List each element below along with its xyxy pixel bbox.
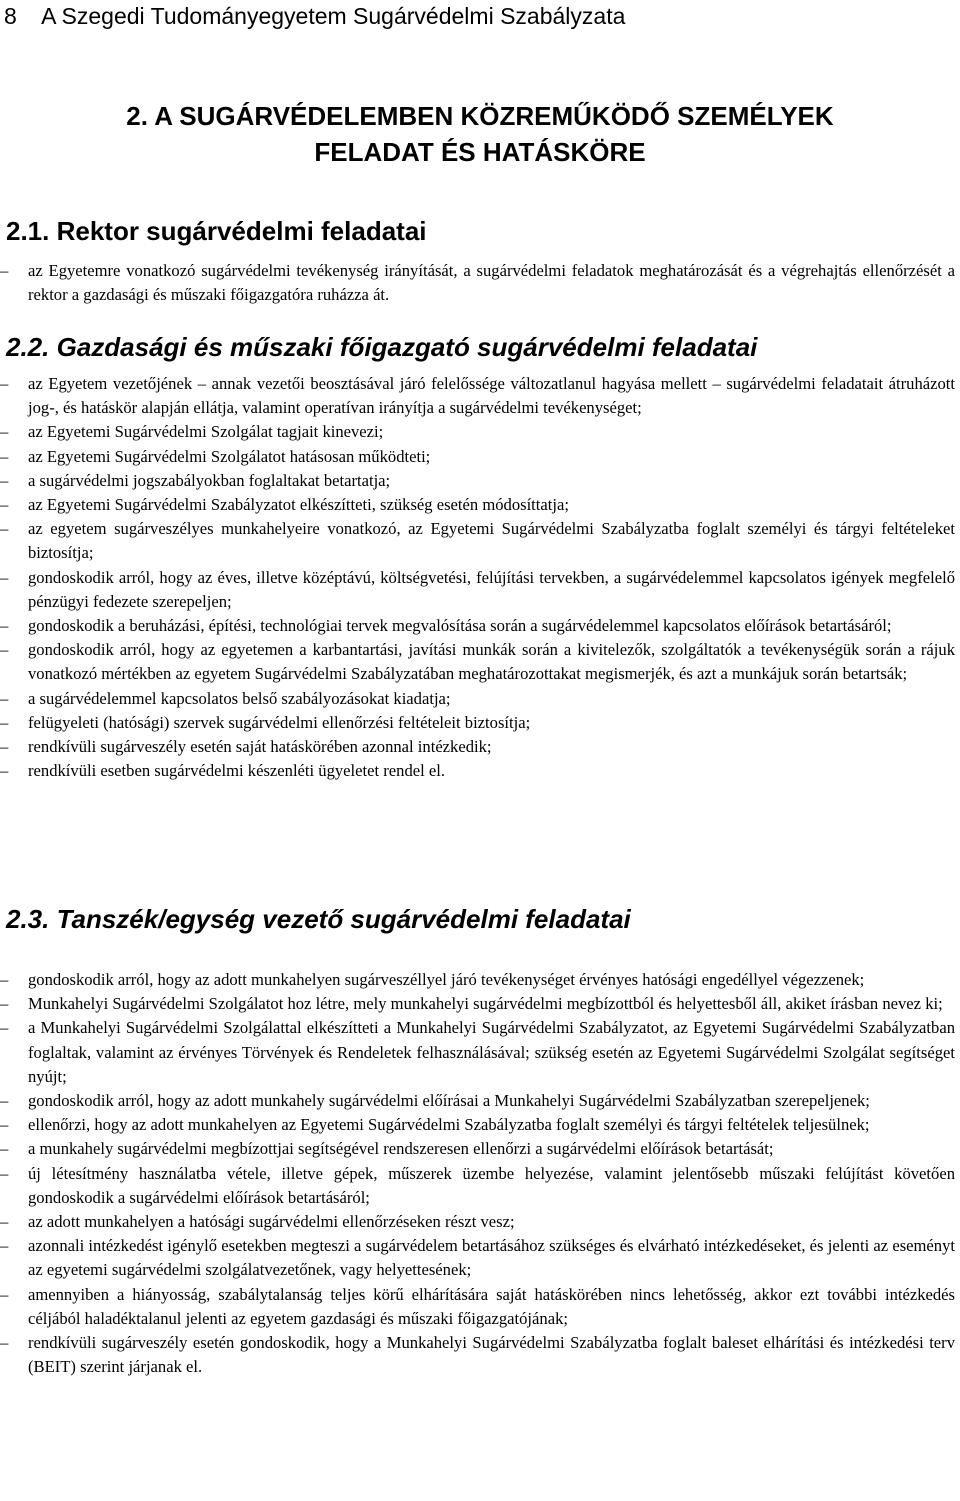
dash-bullet: – — [0, 495, 9, 515]
list-item: – gondoskodik arról, hogy az adott munkahely sugárvédelmi előírásai a Munkahelyi Sugárvédelmi Szabályzatban szerepeljenek; — [0, 1089, 955, 1113]
dash-bullet: – — [0, 1115, 9, 1135]
list-item: – az egyetem sugárveszélyes munkahelyeire vonatkozó, az Egyetemi Sugárvédelmi Szabályzatba foglalt személyi és tárgyi feltételeket biztosítja; — [0, 519, 955, 563]
list-item: – gondoskodik arról, hogy az éves, illetve középtávú, költségvetési, felújítási tervekben, a sugárvédelemmel kapcsolatos igények megfelelő pénzügyi fedezete szerepeljen; — [0, 567, 955, 611]
list-item: – az Egyetemi Sugárvédelmi Szolgálatot hatásosan működteti; — [0, 445, 955, 469]
list-item: – azonnali intézkedést igénylő esetekben megteszi a sugárvédelem betartásához szükséges és elvárható intézkedéseket, és jelenti az eseményt az egyetemi sugárvédelmi szolgálatvezetőnek, vagy helyettesének; — [0, 1236, 955, 1280]
dash-bullet: – — [0, 1139, 9, 1159]
list-item: – az adott munkahelyen a hatósági sugárvédelmi ellenőrzéseken részt vesz; — [0, 1210, 955, 1234]
chapter-title — [0, 98, 960, 170]
dash-bullet: – — [0, 1333, 9, 1353]
list-item: – gondoskodik arról, hogy az egyetemen a karbantartási, javítási munkák során a kivitelezők, szolgáltatók a tevékenységük során a rájuk vonatkozó mértékben az egyetem Sugárvédelmi Szabályzatában meghatározottakat megismerjék, és azt a munkájuk során betartsák; — [0, 640, 955, 684]
dash-bullet: – — [0, 422, 9, 442]
list-item: – rendkívüli esetben sugárvédelmi készenléti ügyeletet rendel el. — [0, 759, 955, 783]
dash-bullet: – — [0, 1284, 9, 1304]
dash-bullet: – — [0, 640, 9, 660]
list-item: – gondoskodik arról, hogy az adott munkahelyen sugárveszéllyel járó tevékenységet érvényes hatósági engedéllyel végezzenek; — [0, 968, 955, 992]
dash-bullet: – — [0, 261, 9, 280]
dash-bullet: – — [0, 374, 9, 393]
dash-bullet: – — [0, 470, 9, 490]
list-item: – a sugárvédelmi jogszabályokban foglaltakat betartatja; — [0, 469, 955, 493]
list-item: – amennyiben a hiányosság, szabálytalanság teljes körű elhárítására saját hatáskörében nincs lehetősség, akkor ezt további intézkedés céljából haladéktalanul jelenti az egyetem gazdasági és műszaki főigazgatójának; — [0, 1284, 955, 1328]
section-list-2-2 — [0, 372, 955, 783]
dash-bullet: – — [0, 994, 9, 1014]
dash-bullet: – — [0, 1212, 9, 1232]
section-title-2-3: 2.3. Tanszék/egység vezető sugárvédelmi feladatai — [6, 904, 631, 934]
list-item: – rendkívüli sugárveszély esetén gondoskodik, hogy a Munkahelyi Sugárvédelmi Szabályzatba foglalt baleset elhárítási és intézkedési terv (BEIT) szerint járjanak el. — [0, 1333, 955, 1377]
dash-bullet: – — [0, 519, 9, 539]
list-item: – gondoskodik a beruházási, építési, technológiai tervek megvalósítása során a sugárvédelemmel kapcsolatos előírások betartásáról; — [0, 614, 955, 638]
dash-bullet: – — [0, 1091, 9, 1111]
section-list-2-3 — [0, 968, 955, 1379]
list-item: – a munkahely sugárvédelmi megbízottjai segítségével rendszeresen ellenőrzi a sugárvédelmi előírások betartását; — [0, 1137, 955, 1161]
dash-bullet: – — [0, 446, 9, 466]
list-item: – az Egyetemi Sugárvédelmi Szolgálat tagjait kinevezi; — [0, 420, 955, 444]
dash-bullet: – — [0, 1018, 9, 1038]
list-item: – az Egyetem vezetőjének – annak vezetői beosztásával járó felelőssége változatlanul hagyása mellett – sugárvédelmi feladatait átruházott jog-, és hatáskör alapján ellátja, valamint operatívan irányítja a sugárvédelmi tevékenységet; — [0, 374, 955, 418]
section-list-2-1 — [0, 259, 955, 307]
dash-bullet: – — [0, 616, 9, 636]
running-header: 8 A Szegedi Tudományegyetem Sugárvédelmi Szabályzata — [4, 3, 626, 29]
list-item: – a sugárvédelemmel kapcsolatos belső szabályozásokat kiadatja; — [0, 687, 955, 711]
dash-bullet: – — [0, 712, 9, 732]
list-item: – az Egyetemi Sugárvédelmi Szabályzatot elkészítteti, szükség esetén módosíttatja; — [0, 493, 955, 517]
dash-bullet: – — [0, 1163, 9, 1183]
list-item: – felügyeleti (hatósági) szervek sugárvédelmi ellenőrzési feltételeit biztosítja; — [0, 711, 955, 735]
dash-bullet: – — [0, 1236, 9, 1256]
section-title-2-1: 2.1. Rektor sugárvédelmi feladatai — [6, 216, 427, 246]
list-item: – az Egyetemre vonatkozó sugárvédelmi tevékenység irányítását, a sugárvédelmi feladatok meghatározását és a végrehajtás ellenőrzését a rektor a gazdasági és műszaki főigazgatóra ruházza át. — [0, 261, 955, 305]
chapter-title-line-1: 2. A SUGÁRVÉDELEMBEN KÖZREMŰKÖDŐ SZEMÉLYEK — [126, 101, 834, 131]
list-item: – ellenőrzi, hogy az adott munkahelyen az Egyetemi Sugárvédelmi Szabályzatba foglalt személyi és tárgyi feltételek teljesülnek; — [0, 1113, 955, 1137]
chapter-title-line-2: FELADAT ÉS HATÁSKÖRE — [314, 137, 646, 167]
list-item: – a Munkahelyi Sugárvédelmi Szolgálattal elkészítteti a Munkahelyi Sugárvédelmi Szabályzatot, az Egyetemi Sugárvédelmi Szabályzatban foglaltak, valamint az érvényes Törvények és Rendeletek felhasználásával; szükség esetén az Egyetemi Sugárvédelmi Szolgálat segítséget nyújt; — [0, 1018, 955, 1086]
dash-bullet: – — [0, 737, 9, 757]
dash-bullet: – — [0, 567, 9, 587]
list-item: – rendkívüli sugárveszély esetén saját hatáskörében azonnal intézkedik; — [0, 735, 955, 759]
dash-bullet: – — [0, 970, 9, 989]
list-item: – új létesítmény használatba vétele, illetve gépek, műszerek üzembe helyezése, valamint jelentősebb műszaki felújítást követően gondoskodik a sugárvédelmi előírások betartásáról; — [0, 1163, 955, 1207]
section-title-2-2: 2.2. Gazdasági és műszaki főigazgató sugárvédelmi feladatai — [6, 332, 758, 362]
dash-bullet: – — [0, 688, 9, 708]
list-item: – Munkahelyi Sugárvédelmi Szolgálatot hoz létre, mely munkahelyi sugárvédelmi megbízottból és helyettesből áll, akiket írásban nevez ki; — [0, 992, 955, 1016]
dash-bullet: – — [0, 761, 9, 781]
